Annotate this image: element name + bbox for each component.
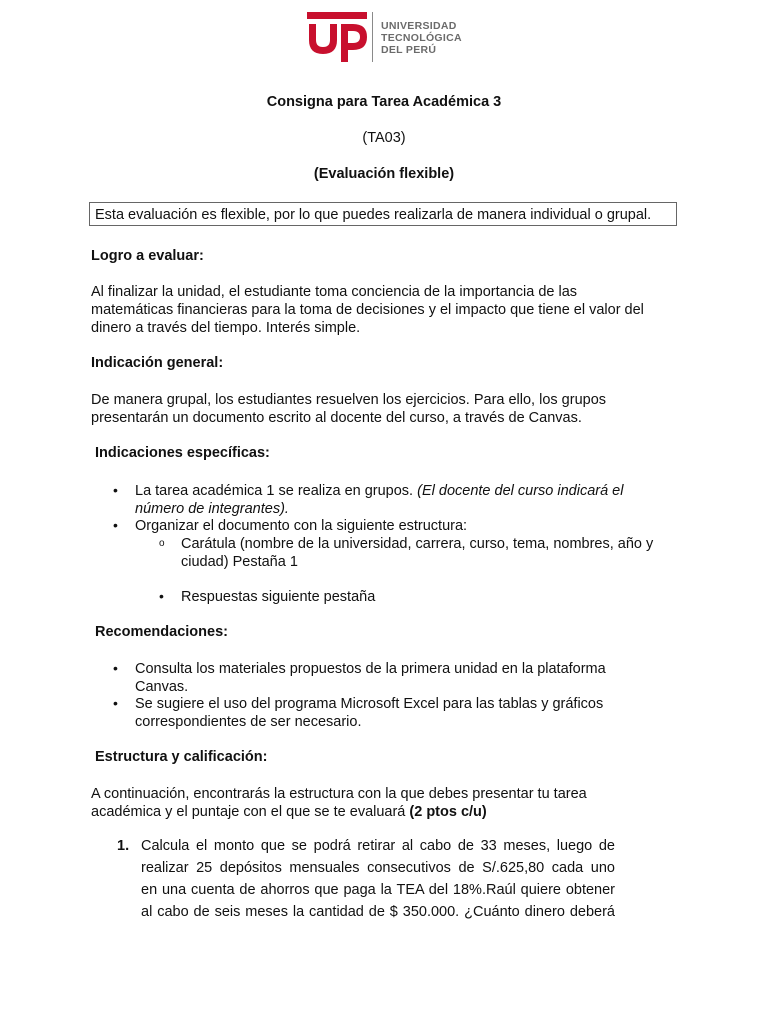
- utp-logo-icon: [305, 10, 369, 68]
- exercise-line: en una cuenta de ahorros que paga la TEA del 18%.Raúl quiere obtener: [141, 882, 615, 898]
- university-name-line-1: UNIVERSIDAD: [381, 20, 457, 32]
- bullet-icon: •: [113, 660, 118, 676]
- structure-line: académica y el puntaje con el que se te evaluará: [91, 804, 410, 820]
- document-title: Consigna para Tarea Académica 3: [266, 94, 502, 110]
- logo-divider: [372, 12, 373, 62]
- general-paragraph: [91, 391, 701, 427]
- logro-line: Al finalizar la unidad, el estudiante toma conciencia de la importancia de las: [91, 284, 578, 300]
- bullet-icon: •: [113, 695, 118, 711]
- recommendation-item-1-line: Consulta los materiales propuestos de la primera unidad en la plataforma: [135, 661, 606, 677]
- bullet-icon: •: [159, 588, 164, 604]
- university-logo: [305, 10, 465, 68]
- general-line: presentarán un documento escrito al docente del curso, a través de Canvas.: [91, 410, 582, 426]
- general-heading: Indicación general:: [91, 355, 224, 371]
- exercise-line: Calcula el monto que se podrá retirar al cabo de 33 meses, luego de: [141, 838, 615, 854]
- recommendation-item-2: [135, 695, 695, 731]
- general-line: De manera grupal, los estudiantes resuelven los ejercicios. Para ello, los grupos: [91, 392, 607, 408]
- bullet-icon: •: [113, 482, 118, 498]
- specific-subitem-1-line: Carátula (nombre de la universidad, carrera, curso, tema, nombres, año y: [181, 536, 654, 552]
- logro-paragraph: [91, 283, 701, 337]
- recommendations-heading: Recomendaciones:: [95, 624, 228, 640]
- logro-line: dinero a través del tiempo. Interés simple.: [91, 320, 361, 336]
- specific-subitem-1-line: ciudad) Pestaña 1: [181, 554, 298, 570]
- logro-heading: Logro a evaluar:: [91, 248, 204, 264]
- recommendation-item-2-line: Se sugiere el uso del programa Microsoft Excel para las tablas y gráficos: [135, 696, 604, 712]
- bullet-icon: •: [113, 517, 118, 533]
- circle-bullet-icon: o: [159, 538, 165, 549]
- score-label: (2 ptos c/u): [409, 804, 487, 820]
- flexible-notice: Esta evaluación es flexible, por lo que puedes realizarla de manera individual o grupal.: [89, 202, 677, 226]
- university-name-line-3: DEL PERÚ: [381, 44, 437, 56]
- specific-heading: Indicaciones específicas:: [95, 445, 270, 461]
- specific-item-1-note: (El docente del curso indicará el: [417, 483, 624, 499]
- logro-line: matemáticas financieras para la toma de decisiones y el impacto que tiene el valor del: [91, 302, 644, 318]
- university-name-line-2: TECNOLÓGICA: [381, 32, 462, 44]
- structure-paragraph: [91, 785, 701, 821]
- exercise-number: 1.: [117, 838, 130, 854]
- structure-heading: Estructura y calificación:: [95, 749, 268, 765]
- exercise-line: al cabo de seis meses la cantidad de $ 350.000. ¿Cuánto dinero deberá: [141, 904, 615, 920]
- document-code: (TA03): [362, 130, 406, 146]
- recommendation-item-1: [135, 660, 695, 696]
- recommendation-item-2-line: correspondientes de ser necesario.: [135, 714, 362, 730]
- exercise-line: realizar 25 depósitos mensuales consecutivos de S/.625,80 cada uno: [141, 860, 615, 876]
- specific-item-1: [135, 482, 695, 518]
- evaluation-type: (Evaluación flexible): [313, 166, 455, 182]
- specific-item-1-note-cont: número de integrantes).: [135, 501, 289, 517]
- specific-subitem-1: [181, 535, 681, 571]
- recommendation-item-1-line: Canvas.: [135, 679, 189, 695]
- specific-item-2: Organizar el documento con la siguiente estructura:: [135, 518, 468, 534]
- specific-subitem-2: Respuestas siguiente pestaña: [181, 589, 376, 605]
- specific-item-1-text: La tarea académica 1 se realiza en grupos.: [135, 483, 418, 499]
- university-name: [381, 20, 462, 56]
- structure-line: A continuación, encontrarás la estructura con la que debes presentar tu tarea: [91, 786, 587, 802]
- exercise-1-text: [141, 835, 615, 923]
